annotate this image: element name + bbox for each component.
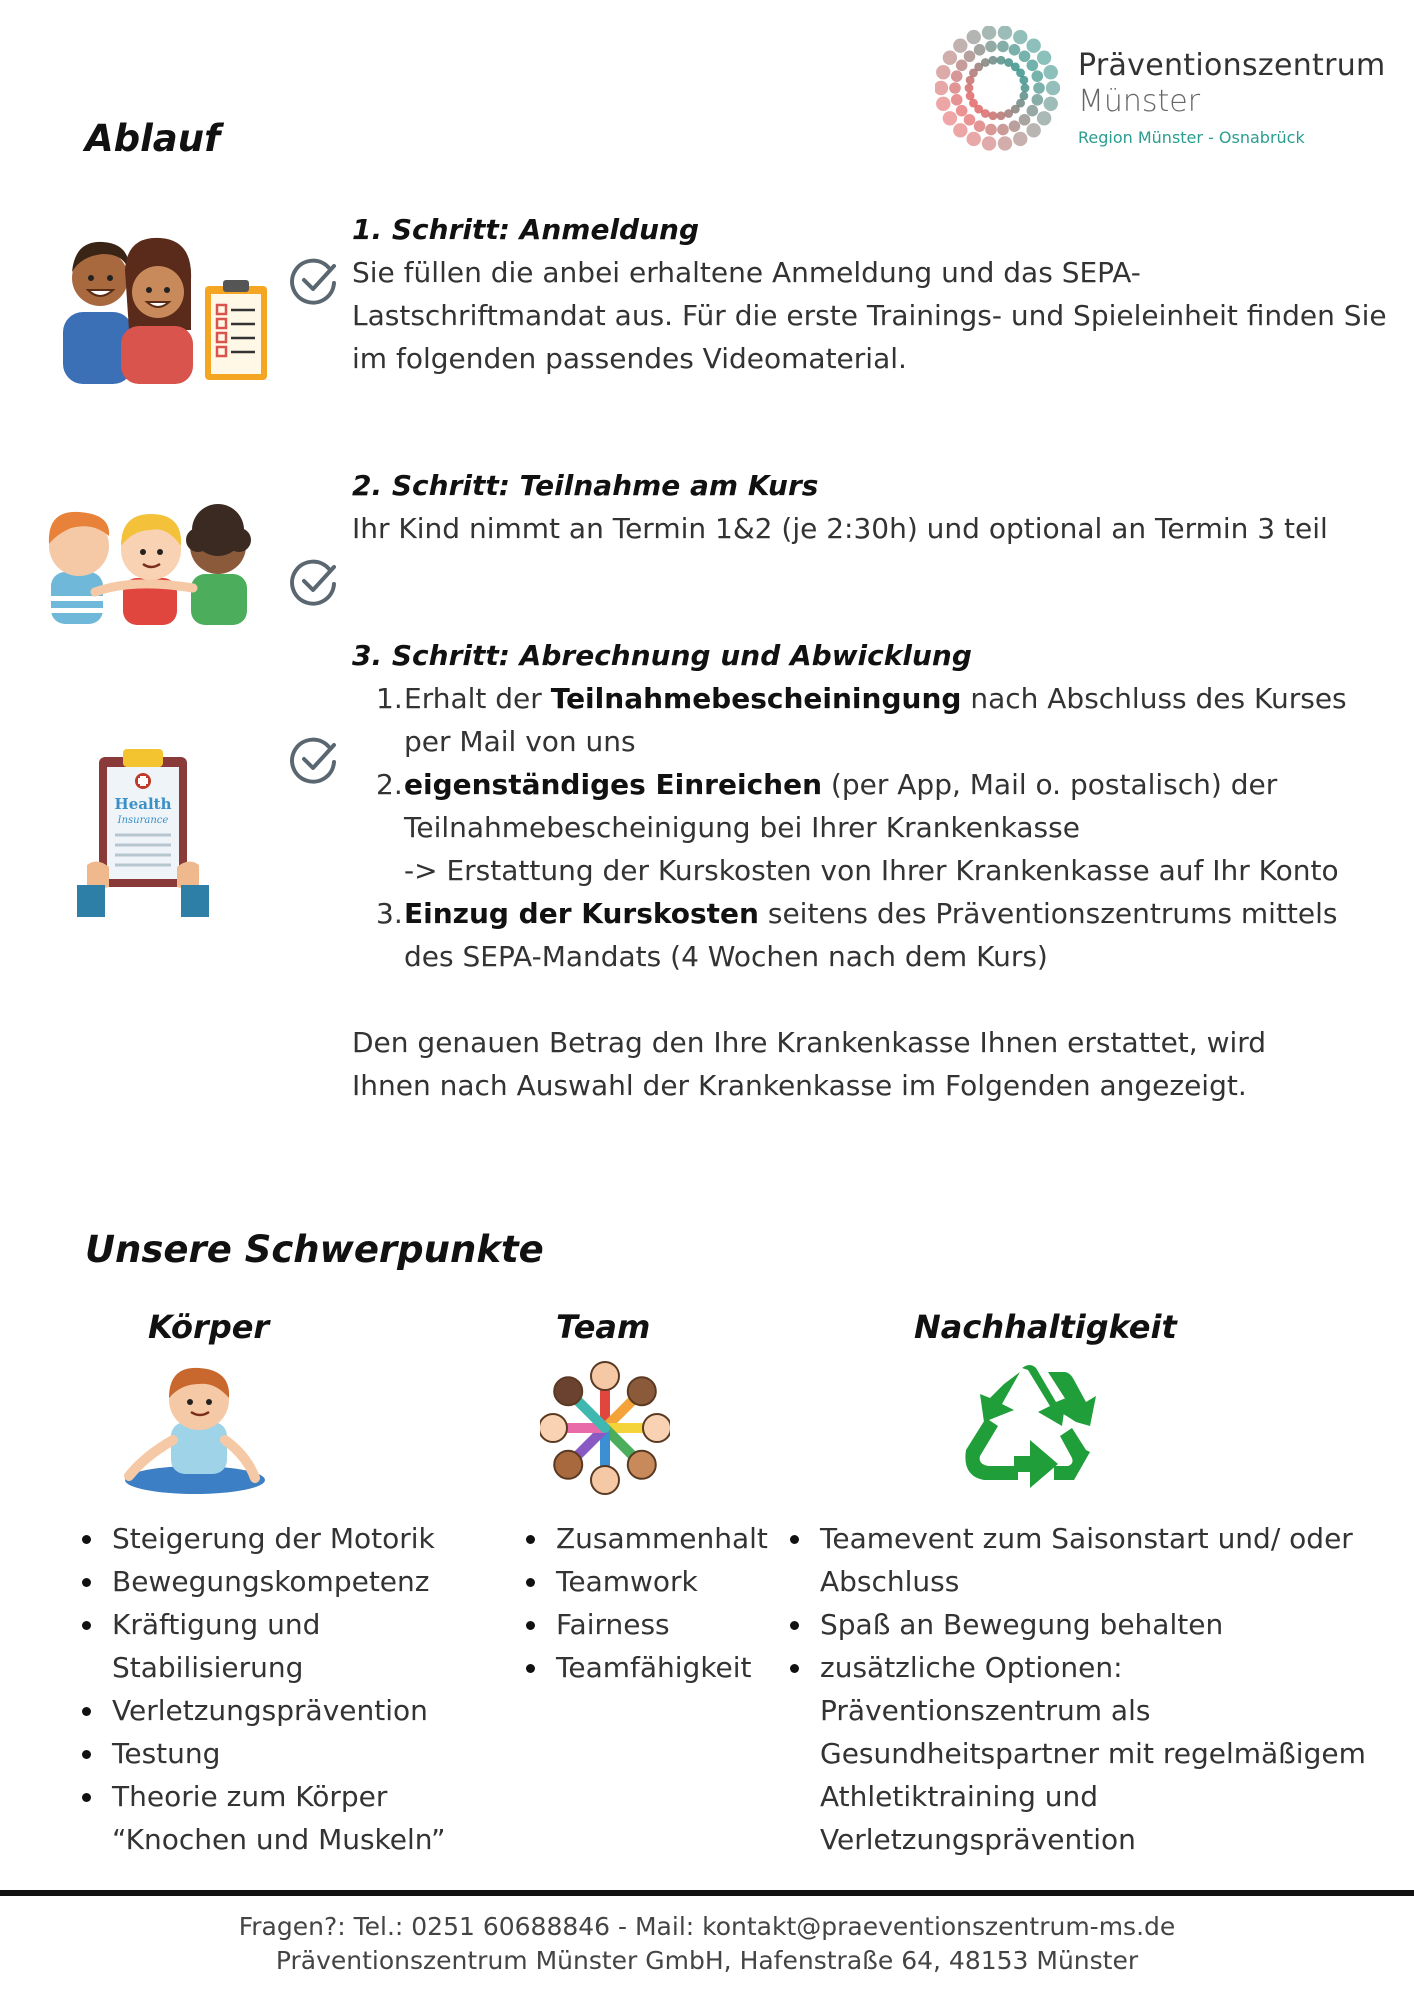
logo-dot: [1013, 30, 1027, 44]
check-circle-icon: [289, 557, 339, 607]
team-circle-illustration: [540, 1358, 670, 1498]
logo-dot: [997, 41, 1009, 53]
team-kid-head: [628, 1377, 656, 1405]
footer-contact: Fragen?: Tel.: 0251 60688846 - Mail: kontakt@praeventionszentrum-ms.de: [238, 1912, 1176, 1941]
logo-dot: [982, 26, 996, 40]
nachhaltigkeit-list: [786, 1517, 1366, 1861]
logo-dot: [943, 51, 957, 65]
logo-dot: [967, 132, 981, 146]
step-1-text: Sie füllen die anbei erhaltene Anmeldung und das SEPA-Lastschriftmandat aus. Für die erste Trainings- und Spieleinheit finden Sie im folgenden passendes Videomaterial.: [352, 256, 1387, 375]
logo-dot: [985, 41, 997, 53]
logo-dot: [1009, 120, 1021, 132]
logo-dot: [1004, 109, 1013, 118]
logo-dot: [965, 84, 974, 93]
logo-dot: [989, 111, 998, 120]
step-3-title: 3. Schritt: Abrechnung und Abwicklung: [352, 639, 972, 672]
step-3-item-post: seitens des Präventionszentrums mittels des SEPA-Mandats (4 Wochen nach dem Kurs): [404, 897, 1338, 973]
logo-dot: [953, 123, 967, 137]
koerper-item: Steigerung der Motorik: [78, 1517, 458, 1560]
logo-dot: [1031, 94, 1043, 106]
logo-dot: [966, 91, 975, 100]
team-kid-head: [591, 1466, 619, 1494]
logo-dot: [949, 82, 961, 94]
step-3-item: [352, 677, 1392, 763]
logo-dot: [997, 56, 1006, 65]
step-3-item-post: (per App, Mail o. postalisch) der Teilnahmebescheinigung bei Ihrer Krankenkasse: [404, 768, 1278, 844]
step-3-item-pre: Erhalt der: [404, 682, 551, 715]
logo-dot: [985, 124, 997, 136]
nachhaltigkeit-item: Teamevent zum Saisonstart und/ oder Abschluss: [786, 1517, 1366, 1603]
logo-dot: [981, 58, 990, 67]
team-item: Teamfähigkeit: [522, 1646, 792, 1689]
step-2-text: Ihr Kind nimmt an Termin 1&2 (je 2:30h) und optional an Termin 3 teil: [352, 512, 1328, 545]
logo-dot: [1044, 97, 1058, 111]
logo-dot: [1019, 114, 1031, 126]
insurance-label: Insurance: [117, 815, 169, 826]
team-kid-head: [643, 1414, 670, 1442]
logo-dot: [989, 56, 998, 65]
logo-burst-icon: [935, 26, 1060, 151]
logo-dot: [951, 94, 963, 106]
koerper-item: Kräftigung und Stabilisierung: [78, 1603, 458, 1689]
check-circle-icon: [289, 735, 339, 785]
team-kid-head: [554, 1377, 582, 1405]
koerper-list: [78, 1517, 458, 1861]
logo-dot: [1031, 70, 1043, 82]
step-2-title: 2. Schritt: Teilnahme am Kurs: [352, 469, 819, 502]
brand-city: Münster: [1078, 84, 1201, 119]
logo-dot: [1013, 132, 1027, 146]
logo-dot: [956, 59, 968, 71]
logo-dot: [1027, 105, 1039, 117]
people-checklist-illustration: [55, 230, 270, 385]
step-3-list: [352, 677, 1392, 978]
logo-dot: [1037, 111, 1051, 125]
logo-dot: [1009, 44, 1021, 56]
step-3-item-number: 2.: [376, 768, 403, 801]
logo-dot: [1026, 123, 1040, 137]
step-3: [352, 634, 1392, 1107]
footer-address: Präventionszentrum Münster GmbH, Hafenstraße 64, 48153 Münster: [275, 1946, 1139, 1975]
footer: [0, 1910, 1414, 1978]
step-2: [352, 464, 1392, 550]
nachhaltigkeit-heading: Nachhaltigkeit: [914, 1308, 1177, 1346]
team-item: Fairness: [522, 1603, 792, 1646]
team-list: [522, 1517, 792, 1689]
logo-dot: [1046, 81, 1060, 95]
team-kid-head: [554, 1451, 582, 1479]
step-3-item-extra: -> Erstattung der Kurskosten von Ihrer Krankenkasse auf Ihr Konto: [404, 854, 1339, 887]
logo-dot: [974, 120, 986, 132]
nachhaltigkeit-item: Spaß an Bewegung behalten: [786, 1603, 1366, 1646]
ablauf-heading: Ablauf: [85, 117, 221, 160]
step-3-item-number: 1.: [376, 682, 403, 715]
logo-dot: [953, 38, 967, 52]
health-insurance-clipboard-illustration: [73, 745, 213, 920]
logo-dot: [998, 136, 1012, 150]
logo-dot: [943, 111, 957, 125]
logo-dot: [1027, 59, 1039, 71]
koerper-item: Bewegungskompetenz: [78, 1560, 458, 1603]
logo-dot: [1044, 65, 1058, 79]
koerper-heading: Körper: [148, 1308, 270, 1346]
nachhaltigkeit-item: zusätzliche Optionen: Präventionszentrum als Gesundheitspartner mit regelmäßigem Athletiktraining und Verletzungsprävention: [786, 1646, 1366, 1861]
step-3-item-bold: Einzug der Kurskosten: [404, 897, 759, 930]
logo-dot: [964, 114, 976, 126]
logo-dot: [951, 70, 963, 82]
logo-dot: [936, 97, 950, 111]
brand-region: Region Münster - Osnabrück: [1078, 128, 1305, 147]
step-1: [352, 208, 1392, 380]
step-3-item: [352, 892, 1392, 978]
logo-dot: [1019, 50, 1031, 62]
logo-dot: [1019, 76, 1028, 85]
logo-dot: [964, 50, 976, 62]
step-3-item-post: nach Abschluss des Kurses per Mail von uns: [404, 682, 1347, 758]
logo-dot: [956, 105, 968, 117]
team-kid-head: [540, 1414, 567, 1442]
brand-name: Präventionszentrum: [1078, 48, 1386, 83]
kids-teamwork-illustration: [33, 500, 258, 625]
team-heading: Team: [556, 1308, 651, 1346]
logo-dot: [1037, 51, 1051, 65]
koerper-item: Theorie zum Körper “Knochen und Muskeln”: [78, 1775, 458, 1861]
schwerpunkte-heading: Unsere Schwerpunkte: [85, 1228, 544, 1271]
step-3-note: Den genauen Betrag den Ihre Krankenkasse Ihnen erstattet, wird Ihnen nach Auswahl der Krankenkasse im Folgenden angezeigt.: [352, 1026, 1267, 1102]
step-3-item-bold: eigenständiges Einreichen: [404, 768, 823, 801]
logo-dot: [997, 124, 1009, 136]
logo-dot: [982, 136, 996, 150]
footer-divider: [0, 1890, 1414, 1896]
check-circle-icon: [289, 256, 339, 306]
stretching-boy-illustration: [115, 1360, 275, 1500]
logo-dot: [998, 26, 1012, 40]
team-item: Teamwork: [522, 1560, 792, 1603]
koerper-item: Verletzungsprävention: [78, 1689, 458, 1732]
step-3-item-number: 3.: [376, 897, 403, 930]
step-3-item-bold: Teilnahmebescheiningung: [550, 682, 962, 715]
logo-dot: [936, 65, 950, 79]
team-kid-head: [591, 1362, 619, 1390]
recycle-icon: [958, 1364, 1098, 1504]
logo-dot: [1026, 38, 1040, 52]
logo-dot: [997, 111, 1006, 120]
logo-dot: [1033, 82, 1045, 94]
brand-logo: [935, 26, 1386, 156]
team-item: Zusammenhalt: [522, 1517, 792, 1560]
team-kid-head: [628, 1451, 656, 1479]
logo-dot: [974, 44, 986, 56]
step-3-item: [352, 763, 1392, 892]
logo-dot: [967, 30, 981, 44]
koerper-item: Testung: [78, 1732, 458, 1775]
logo-dot: [1021, 84, 1030, 93]
step-1-title: 1. Schritt: Anmeldung: [352, 213, 700, 246]
logo-dot: [935, 81, 948, 95]
health-label: Health: [114, 795, 172, 813]
